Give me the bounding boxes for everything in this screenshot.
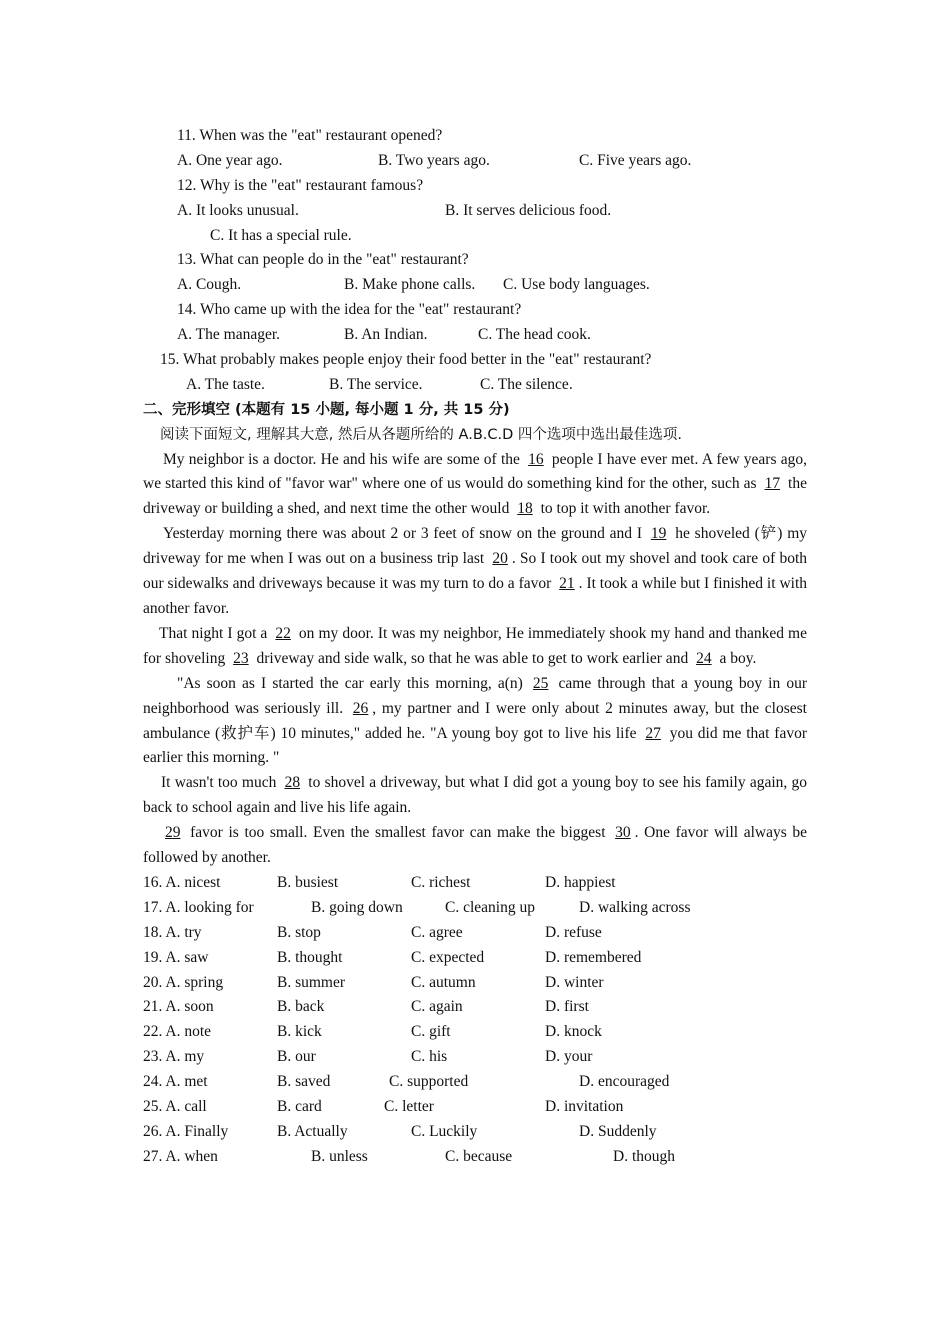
- choice-b[interactable]: B. our: [277, 1048, 316, 1066]
- choice-a[interactable]: 22. A. note: [143, 1023, 212, 1041]
- choice-b[interactable]: B. unless: [311, 1147, 368, 1165]
- choice-row-27: [143, 1145, 807, 1170]
- choice-b[interactable]: B. saved: [277, 1073, 331, 1091]
- option[interactable]: C. Use body languages.: [503, 276, 650, 294]
- choice-c[interactable]: C. expected: [411, 948, 485, 966]
- choice-row-18: [143, 921, 807, 946]
- choice-c[interactable]: C. his: [411, 1048, 448, 1066]
- choice-row-19: [143, 946, 807, 971]
- choice-d[interactable]: D. though: [613, 1147, 675, 1165]
- choice-b[interactable]: B. back: [277, 998, 325, 1016]
- blank-27[interactable]: 27: [645, 724, 661, 742]
- passage-paragraph-3: That night I got a 22 on my door. It was my neighbor, He immediately shook my hand and thanked me for shoveling 23 driveway and side walk, so that he was able to get to work earlier and 24 a boy.: [143, 624, 807, 667]
- question-11-options: [143, 149, 807, 174]
- choice-c[interactable]: C. cleaning up: [445, 898, 535, 916]
- option[interactable]: A. It looks unusual.: [177, 201, 299, 219]
- blank-25[interactable]: 25: [532, 674, 549, 692]
- section-title: 二、完形填空 (本题有 15 小题, 每小题 1 分, 共 15 分): [143, 401, 510, 418]
- choice-c[interactable]: C. agree: [411, 923, 463, 941]
- passage-paragraph-6: 29 favor is too small. Even the smallest favor can make the biggest 30 . One favor will always be followed by another.: [143, 824, 808, 867]
- exam-page: [143, 124, 807, 1170]
- option[interactable]: A. Cough.: [177, 276, 242, 294]
- option[interactable]: C. Five years ago.: [579, 151, 692, 169]
- blank-21[interactable]: 21: [559, 575, 575, 593]
- passage-paragraph-2: Yesterday morning there was about 2 or 3 feet of snow on the ground and I 19 he shoveled (铲) my driveway for me when I was out on a business trip last 20 . So I took out my shovel and took care of both our sidewalks and driveways because it was my turn to do a favor 21 . It took a while but I finished it with another favor.: [143, 525, 807, 618]
- section-instruction: 阅读下面短文, 理解其大意, 然后从各题所给的 A.B.C.D 四个选项中选出最佳选项.: [160, 426, 682, 443]
- option[interactable]: B. The service.: [329, 375, 423, 393]
- choice-d[interactable]: D. invitation: [545, 1098, 624, 1115]
- question-12: 12. Why is the "eat" restaurant famous?: [177, 176, 424, 194]
- choice-b[interactable]: B. summer: [277, 973, 346, 991]
- choice-b[interactable]: B. going down: [311, 898, 403, 916]
- question-13: 13. What can people do in the "eat" restaurant?: [177, 251, 469, 269]
- passage-paragraph-1: My neighbor is a doctor. He and his wife are some of the 16 people I have ever met. A few years ago, we started this kind of "favor war" where one of us would do something kind for the other, such as 17 the driveway or building a shed, and next time the other would 18 to top it with another favor.: [143, 450, 807, 518]
- choice-c[interactable]: C. supported: [389, 1073, 469, 1091]
- choice-a[interactable]: 24. A. met: [143, 1073, 208, 1091]
- choice-b[interactable]: B. thought: [277, 948, 343, 966]
- option[interactable]: A. The manager.: [177, 326, 281, 344]
- choice-a[interactable]: 18. A. try: [143, 923, 202, 941]
- choice-b[interactable]: B. busiest: [277, 873, 339, 891]
- choice-d[interactable]: D. walking across: [579, 898, 691, 916]
- choice-c[interactable]: C. autumn: [411, 973, 476, 991]
- choice-row-17: [143, 896, 807, 921]
- choice-c[interactable]: C. richest: [411, 873, 471, 891]
- choice-a[interactable]: 20. A. spring: [143, 973, 224, 991]
- option[interactable]: A. The taste.: [186, 375, 265, 393]
- blank-22[interactable]: 22: [275, 624, 291, 642]
- question-11: 11. When was the "eat" restaurant opened?: [177, 127, 443, 144]
- option[interactable]: C. It has a special rule.: [210, 226, 352, 244]
- choice-d[interactable]: D. refuse: [545, 923, 602, 941]
- blank-17[interactable]: 17: [764, 475, 781, 493]
- blank-23[interactable]: 23: [233, 649, 249, 667]
- question-14-options: [143, 323, 807, 348]
- blank-18[interactable]: 18: [517, 500, 533, 518]
- option[interactable]: B. It serves delicious food.: [445, 201, 612, 219]
- choice-c[interactable]: C. gift: [411, 1023, 451, 1041]
- option[interactable]: A. One year ago.: [177, 151, 283, 169]
- choice-d[interactable]: D. first: [545, 998, 589, 1016]
- choice-b[interactable]: B. Actually: [277, 1122, 348, 1140]
- choice-row-21: [143, 995, 807, 1020]
- choice-row-23: [143, 1045, 807, 1070]
- choice-b[interactable]: B. stop: [277, 923, 321, 941]
- option[interactable]: B. Make phone calls.: [344, 276, 476, 294]
- choice-b[interactable]: B. card: [277, 1098, 322, 1115]
- blank-28[interactable]: 28: [284, 774, 301, 792]
- choice-c[interactable]: C. again: [411, 998, 463, 1016]
- blank-20[interactable]: 20: [492, 550, 508, 568]
- choice-a[interactable]: 27. A. when: [143, 1147, 218, 1165]
- choice-row-25: [143, 1095, 807, 1120]
- passage-paragraph-4: "As soon as I started the car early this morning, a(n) 25 came through that a young boy in our neighborhood was seriously ill. 26 , my partner and I were only about 2 minutes away, but the closest ambulance (救护车) 10 minutes," added he. "A young boy got to live his life 27 you did me that favor earlier this morning. ": [143, 674, 807, 767]
- choice-a[interactable]: 21. A. soon: [143, 998, 214, 1016]
- choice-row-20: [143, 971, 807, 996]
- option[interactable]: C. The silence.: [480, 375, 573, 393]
- choice-a[interactable]: 16. A. nicest: [143, 873, 221, 891]
- question-15: 15. What probably makes people enjoy their food better in the "eat" restaurant?: [160, 351, 652, 369]
- choice-c[interactable]: C. because: [445, 1147, 513, 1165]
- choice-d[interactable]: D. your: [545, 1048, 593, 1066]
- blank-16[interactable]: 16: [528, 450, 544, 468]
- choice-d[interactable]: D. happiest: [545, 873, 616, 891]
- choice-a[interactable]: 23. A. my: [143, 1048, 205, 1066]
- blank-26[interactable]: 26: [352, 699, 369, 717]
- choice-c[interactable]: C. letter: [384, 1098, 434, 1115]
- choice-row-22: [143, 1020, 807, 1045]
- choice-c[interactable]: C. Luckily: [411, 1122, 478, 1140]
- question-14: 14. Who came up with the idea for the "eat" restaurant?: [177, 301, 522, 319]
- passage-paragraph-5: It wasn't too much 28 to shovel a driveway, but what I did got a young boy to see his family again, go back to school again and live his life again.: [143, 774, 808, 817]
- choice-row-26: [143, 1120, 807, 1145]
- option[interactable]: C. The head cook.: [478, 326, 591, 344]
- choice-row-24: [143, 1070, 807, 1095]
- choice-d[interactable]: D. Suddenly: [579, 1122, 657, 1140]
- choice-b[interactable]: B. kick: [277, 1023, 322, 1041]
- option[interactable]: B. An Indian.: [344, 326, 428, 344]
- choice-d[interactable]: D. remembered: [545, 948, 642, 966]
- blank-24[interactable]: 24: [696, 649, 712, 667]
- question-15-options: [143, 373, 807, 398]
- choice-a[interactable]: 26. A. Finally: [143, 1122, 229, 1140]
- choice-a[interactable]: 19. A. saw: [143, 948, 209, 966]
- blank-19[interactable]: 19: [650, 525, 667, 543]
- blank-29[interactable]: 29: [165, 824, 181, 842]
- choice-d[interactable]: D. knock: [545, 1023, 602, 1041]
- question-12-options: [143, 199, 807, 224]
- choice-d[interactable]: D. encouraged: [579, 1073, 670, 1091]
- choice-a[interactable]: 25. A. call: [143, 1098, 207, 1115]
- choice-d[interactable]: D. winter: [545, 973, 604, 991]
- blank-30[interactable]: 30: [615, 824, 631, 842]
- option[interactable]: B. Two years ago.: [378, 151, 490, 169]
- choice-a[interactable]: 17. A. looking for: [143, 898, 254, 916]
- question-13-options: [143, 273, 807, 298]
- choice-row-16: [143, 871, 807, 896]
